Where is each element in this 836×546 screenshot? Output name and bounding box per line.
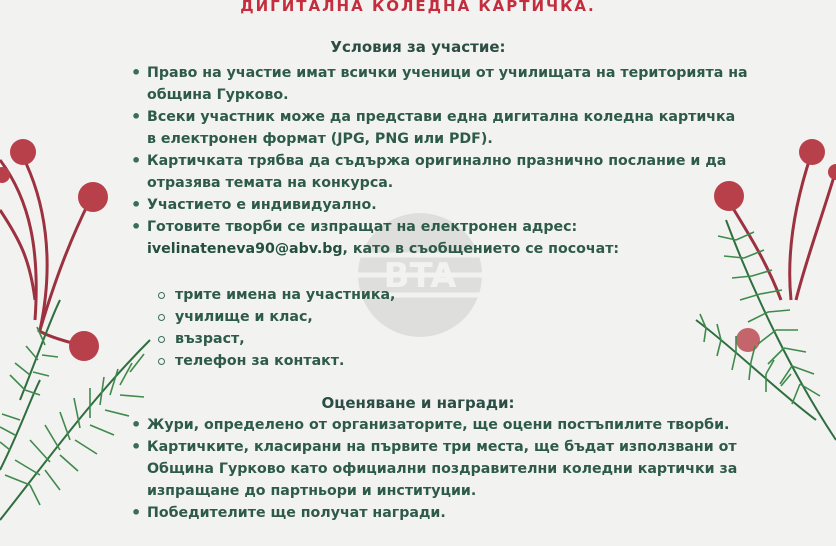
conditions-heading: Условия за участие:	[330, 38, 506, 56]
email-link[interactable]: ivelinateneva90@abv.bg	[147, 241, 343, 257]
svg-text:BTA: BTA	[383, 256, 457, 296]
list-item: • Картичката трябва да съдържа оригинално празнично послание и да отразява темата на конкурса.	[128, 150, 748, 194]
list-item: възраст,	[155, 328, 395, 350]
banner-title: ДИГИТАЛНА КОЛЕДНА КАРТИЧКА.	[240, 0, 596, 15]
list-item: • Жури, определено от организаторите, ще оцени постъпилите творби.	[128, 414, 748, 436]
list-item: трите имена на участника,	[155, 284, 395, 306]
list-item: • Картичките, класирани на първите три места, ще бъдат използвани от Община Гурково като официални поздравителни коледни картички за изпращане до партньори и институции.	[128, 436, 748, 502]
list-item: • Участието е индивидуално.	[128, 194, 748, 216]
list-item: • Победителите ще получат награди.	[128, 502, 748, 524]
list-item: • Право на участие имат всички ученици от училищата на територията на община Гурково.	[128, 62, 748, 106]
email-suffix: , като в съобщението се посочат:	[342, 241, 620, 257]
conditions-list	[128, 62, 748, 260]
list-item: телефон за контакт.	[155, 350, 395, 372]
evaluation-heading: Оценяване и награди:	[321, 394, 515, 412]
submission-text: Готовите творби се изпращат на електронен адрес:	[147, 219, 578, 235]
evaluation-list	[128, 414, 748, 524]
required-info-list	[155, 284, 395, 372]
list-item	[128, 216, 748, 260]
list-item: училище и клас,	[155, 306, 395, 328]
list-item: • Всеки участник може да представи една дигитална коледна картичка в електронен формат (JPG, PNG или PDF).	[128, 106, 748, 150]
